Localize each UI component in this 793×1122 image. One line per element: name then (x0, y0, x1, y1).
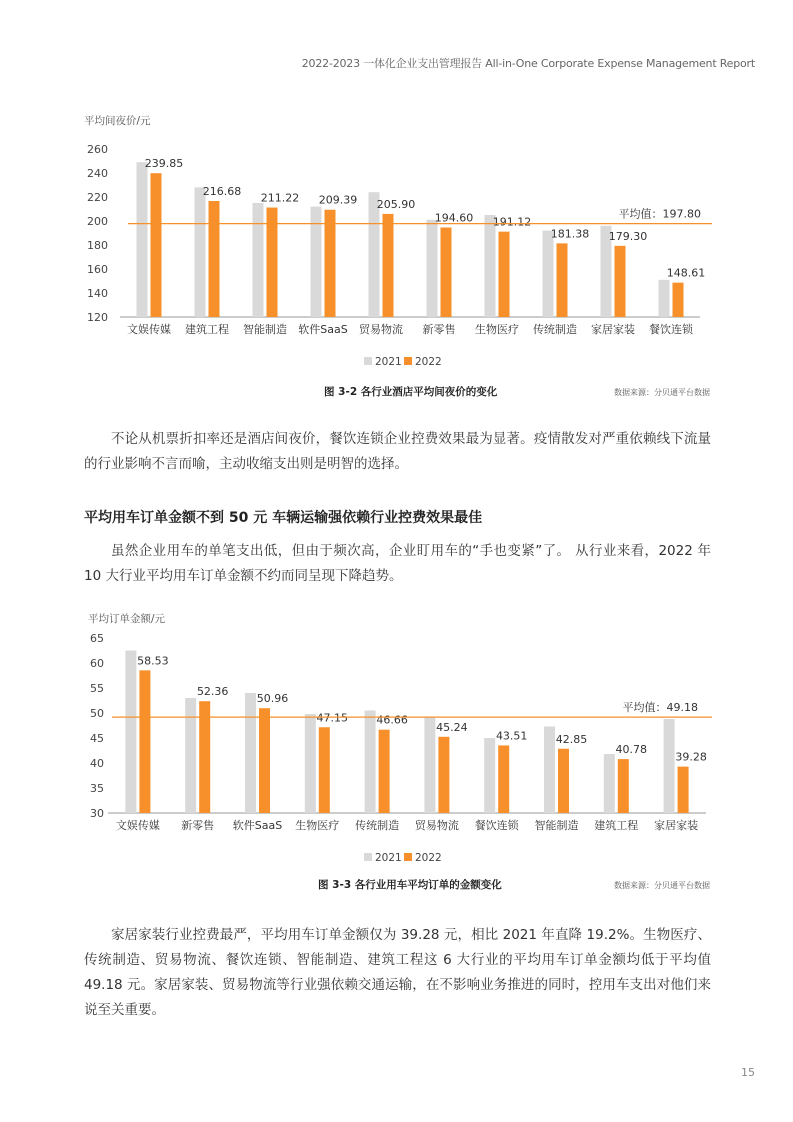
y-tick-label: 40 (90, 757, 104, 770)
bar-2021 (365, 711, 376, 814)
paragraph-hotel-summary: 不论从机票折扣率还是酒店间夜价，餐饮连锁企业控费效果最为显著。疫情散发对严重依赖线下流量的行业影响不言而喻，主动收缩支出则是明智的选择。 (84, 431, 711, 472)
data-label: 47.15 (316, 711, 349, 725)
legend-label-2022: 2022 (415, 356, 442, 368)
y-tick-label: 55 (90, 682, 104, 695)
bar-2022 (209, 201, 220, 317)
average-label: 平均值：197.80 (618, 207, 701, 221)
bar-2021 (305, 714, 316, 813)
bar-2022 (139, 670, 150, 813)
data-label: 179.30 (608, 229, 648, 243)
bar-2022 (673, 283, 684, 317)
chart-source: 数据来源：分贝通平台数据 (614, 881, 710, 890)
legend-swatch-2021 (364, 853, 372, 861)
bar-2022 (618, 759, 629, 813)
bar-2022 (438, 737, 449, 813)
paragraph-car-summary: 家居家装行业控费最严，平均用车订单金额仅为 39.28 元，相比 2021 年直降 19.2%。生物医疗、传统制造、贸易物流、餐饮连锁、智能制造、建筑工程这 6 大行业的平均用车订单金额均低于平均值 49.18 元。家居家装、贸易物流等行业强依赖交通运输，在不影响业务推进的同时，控用车支出对他们来说至关重要。 (84, 927, 711, 1018)
data-label: 239.85 (144, 157, 184, 171)
x-tick-label: 新零售 (181, 819, 215, 832)
bar-2022 (678, 767, 689, 813)
x-tick-label: 传统制造 (533, 323, 577, 336)
bar-2022 (498, 745, 509, 813)
data-label: 42.85 (555, 732, 588, 746)
bar-2021 (253, 203, 264, 317)
x-tick-label: 生物医疗 (475, 323, 519, 336)
bar-2021 (125, 651, 136, 814)
bar-2022 (557, 243, 568, 317)
x-tick-label: 贸易物流 (359, 323, 403, 336)
section-title: 平均用车订单金额不到 50 元 车辆运输强依赖行业控费效果最佳 (84, 510, 483, 526)
x-tick-label: 软件SaaS (232, 819, 283, 832)
bar-2021 (195, 187, 206, 317)
data-label: 211.22 (260, 191, 300, 205)
y-tick-label: 35 (90, 782, 104, 795)
average-label: 平均值：49.18 (622, 701, 698, 715)
bar-2021 (659, 280, 670, 317)
x-tick-label: 智能制造 (243, 323, 287, 336)
data-label: 43.51 (495, 729, 528, 743)
data-label: 216.68 (202, 184, 242, 198)
y-tick-label: 240 (87, 167, 108, 180)
x-tick-label: 生物医疗 (295, 819, 340, 832)
bar-2022 (199, 701, 210, 813)
hotel-price-chart (0, 110, 793, 410)
bar-2021 (427, 220, 438, 317)
chart-source: 数据来源：分贝通平台数据 (614, 388, 710, 397)
bar-2022 (325, 210, 336, 317)
y-tick-label: 45 (90, 732, 104, 745)
x-tick-label: 贸易物流 (414, 819, 459, 832)
bar-2022 (151, 173, 162, 317)
bar-2022 (441, 227, 452, 317)
bar-2022 (558, 749, 569, 813)
legend-swatch-2022 (404, 357, 412, 365)
y-tick-label: 30 (90, 807, 104, 820)
car-order-chart (0, 605, 793, 905)
x-tick-label: 餐饮连锁 (649, 323, 693, 336)
y-tick-label: 180 (87, 239, 108, 252)
x-tick-label: 新零售 (422, 323, 456, 336)
y-tick-label: 260 (87, 143, 108, 156)
data-label: 52.36 (196, 685, 229, 699)
x-tick-label: 文娱传媒 (127, 323, 171, 336)
chart-caption: 图 3-2 各行业酒店平均间夜价的变化 (324, 386, 498, 398)
page-number: 15 (741, 1066, 755, 1079)
y-tick-label: 200 (87, 215, 108, 228)
data-label: 50.96 (256, 692, 289, 706)
y-axis-label: 平均间夜价/元 (84, 115, 151, 127)
y-tick-label: 160 (87, 263, 108, 276)
legend-label-2021: 2021 (375, 852, 402, 864)
bar-2021 (185, 698, 196, 813)
y-tick-label: 50 (90, 707, 104, 720)
x-tick-label: 家居家装 (654, 819, 699, 832)
legend-swatch-2021 (364, 357, 372, 365)
x-tick-label: 智能制造 (534, 819, 579, 832)
data-label: 40.78 (615, 743, 648, 757)
x-tick-label: 餐饮连锁 (474, 819, 519, 832)
bar-2021 (544, 727, 555, 814)
x-tick-label: 建筑工程 (185, 323, 229, 336)
car-order-chart-svg (0, 605, 793, 905)
report-header: 2022-2023 一体化企业支出管理报告 All-in-One Corporate Expense Management Report (301, 57, 755, 70)
bar-2022 (379, 730, 390, 813)
data-label: 181.38 (550, 227, 590, 241)
paragraph-car-intro: 虽然企业用车的单笔支出低，但由于频次高，企业盯用车的“手也变紧”了。 从行业来看，2022 年 10 大行业平均用车订单金额不约而同呈现下降趋势。 (84, 543, 711, 584)
bar-2022 (615, 246, 626, 317)
hotel-price-chart-svg (0, 110, 793, 410)
y-tick-label: 120 (87, 311, 108, 324)
data-label: 58.53 (137, 654, 169, 668)
data-label: 205.90 (376, 197, 416, 211)
data-label: 191.12 (492, 215, 532, 229)
x-tick-label: 传统制造 (355, 819, 400, 832)
y-tick-label: 65 (90, 632, 104, 645)
legend-label-2022: 2022 (415, 852, 442, 864)
bar-2022 (259, 708, 270, 813)
y-axis-label: 平均订单金额/元 (88, 613, 166, 625)
bar-2021 (245, 693, 256, 813)
y-tick-label: 220 (87, 191, 108, 204)
y-tick-label: 60 (90, 657, 104, 670)
x-tick-label: 软件SaaS (298, 323, 348, 336)
legend-swatch-2022 (404, 853, 412, 861)
data-label: 209.39 (318, 193, 358, 207)
bar-2022 (499, 232, 510, 317)
data-label: 148.61 (666, 266, 706, 280)
bar-2021 (484, 738, 495, 813)
bar-2022 (319, 727, 330, 813)
data-label: 46.66 (376, 713, 408, 727)
bar-2021 (485, 215, 496, 317)
bar-2021 (604, 754, 615, 813)
chart-caption: 图 3-3 各行业用车平均订单的金额变化 (318, 879, 502, 891)
bar-2021 (424, 717, 435, 814)
x-tick-label: 建筑工程 (594, 819, 639, 832)
data-label: 194.60 (434, 211, 474, 225)
bar-2021 (543, 231, 554, 317)
x-tick-label: 家居家装 (591, 323, 635, 336)
bar-2021 (664, 719, 675, 813)
bar-2022 (383, 214, 394, 317)
bar-2021 (137, 162, 148, 317)
legend-label-2021: 2021 (375, 356, 402, 368)
y-tick-label: 140 (87, 287, 108, 300)
x-tick-label: 文娱传媒 (115, 819, 160, 832)
data-label: 45.24 (436, 720, 468, 734)
data-label: 39.28 (675, 750, 707, 764)
